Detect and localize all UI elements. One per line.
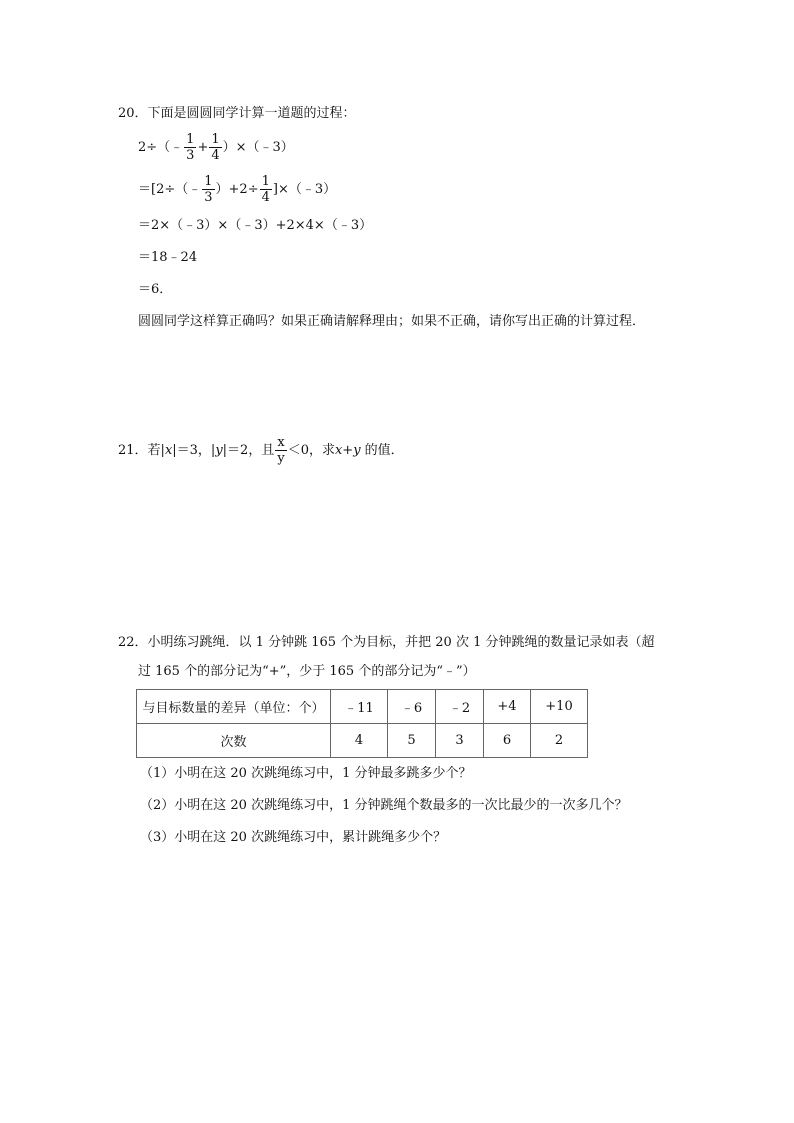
q20-step1-a: 2÷（﹣ xyxy=(138,140,184,155)
q20-stem: 20．下面是圆圆同学计算一道题的过程： xyxy=(118,106,356,121)
q22-sub1: （1）小明在这 20 次跳绳练习中，1 分钟最多跳多少个？ xyxy=(140,766,472,781)
expr-x-plus-y: x+y xyxy=(334,443,361,458)
table-cell: +10 xyxy=(531,690,588,724)
table-cell: 4 xyxy=(331,724,388,758)
q20-step5: ＝6． xyxy=(138,282,173,297)
table-cell: ﹣2 xyxy=(436,690,484,724)
q20-question: 圆圆同学这样算正确吗？如果正确请解释理由；如果不正确，请你写出正确的计算过程． xyxy=(138,314,646,329)
q22-sub2: （2）小明在这 20 次跳绳练习中，1 分钟跳绳个数最多的一次比最少的一次多几个？ xyxy=(140,798,628,813)
q20-step1: 2÷（﹣ $\frac{1}{3}$ + $\frac{1}{4}$ ）×（﹣3） xyxy=(138,132,294,163)
fraction-one-fourth: $\frac{1}{4}$ xyxy=(211,132,220,163)
jump-rope-table xyxy=(136,689,588,758)
table-cell: +4 xyxy=(484,690,531,724)
q20-step4: ＝18﹣24 xyxy=(138,250,198,265)
table-header-cell: 与目标数量的差异（单位：个） xyxy=(137,690,331,724)
fraction-one-fourth: $\frac{1}{4}$ xyxy=(261,174,270,205)
table-cell: 2 xyxy=(531,724,588,758)
q22-line2: 过 165 个的部分记为“+”，少于 165 个的部分记为“﹣”） xyxy=(138,664,476,679)
table-cell: ﹣6 xyxy=(388,690,436,724)
var-y: y xyxy=(215,443,223,458)
fraction-x-over-y: $\frac{x}{y}$ xyxy=(277,435,285,466)
q21-text: 21．若|x|＝3，|y|＝2，且 $\frac{x}{y}$ ＜0，求x+y 的值． xyxy=(118,435,404,466)
table-cell: 6 xyxy=(484,724,531,758)
table-cell: ﹣11 xyxy=(331,690,388,724)
table-cell: 5 xyxy=(388,724,436,758)
table-cell: 3 xyxy=(436,724,484,758)
var-x: x xyxy=(164,443,173,458)
table-header-cell: 次数 xyxy=(137,724,331,758)
fraction-one-third: $\frac{1}{3}$ xyxy=(204,174,213,205)
q20-step3: ＝2×（﹣3）×（﹣3）+2×4×（﹣3） xyxy=(138,218,373,233)
table-row xyxy=(137,690,588,724)
q20-step2: ＝[2÷（﹣ $\frac{1}{3}$ ）+2÷ $\frac{1}{4}$ ]×（﹣3） xyxy=(138,174,337,205)
q22-sub3: （3）小明在这 20 次跳绳练习中，累计跳绳多少个？ xyxy=(140,830,447,845)
q20-step1-b: ）×（﹣3） xyxy=(222,140,294,155)
fraction-one-third: $\frac{1}{3}$ xyxy=(186,132,195,163)
q22-line1: 22．小明练习跳绳．以 1 分钟跳 165 个为目标，并把 20 次 1 分钟跳绳的数量记录如表（超 xyxy=(118,635,655,650)
table-row xyxy=(137,724,588,758)
